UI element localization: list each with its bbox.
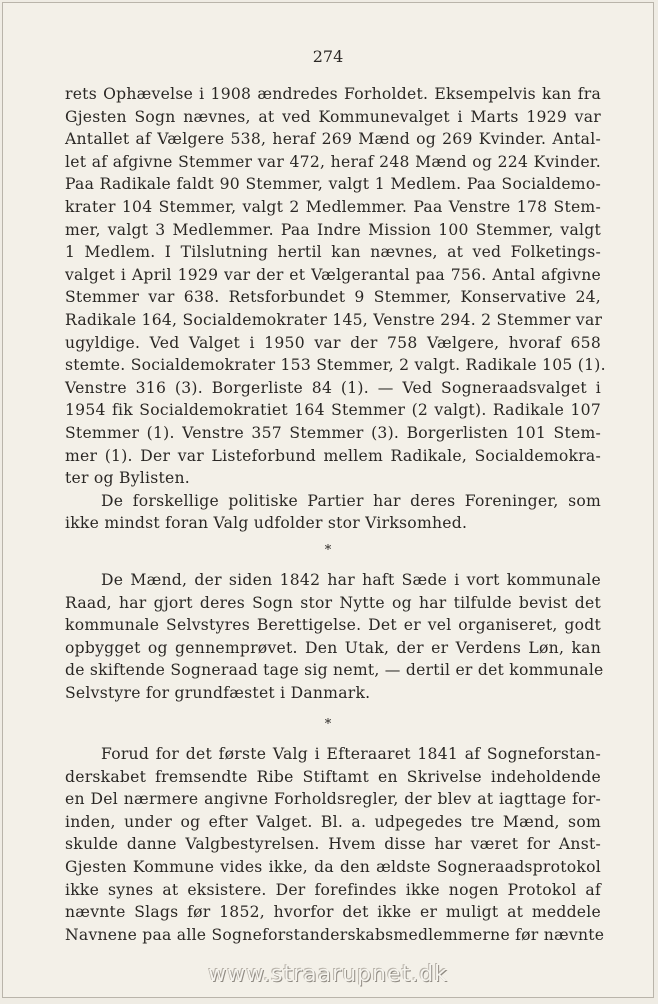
text-line: Selvstyre for grundfæstet i Danmark. <box>65 683 371 702</box>
text-line: Paa Radikale faldt 90 Stemmer, valgt 1 Medlem. Paa Socialdemo- <box>65 175 601 194</box>
section-separator: * <box>324 543 332 558</box>
text-line: krater 104 Stemmer, valgt 2 Medlemmer. Paa Venstre 178 Stem- <box>65 197 601 216</box>
text-line: Gjesten Sogn nævnes, at ved Kommunevalget i Marts 1929 var <box>65 107 601 126</box>
text-line: nævnte Slags før 1852, hvorfor det ikke er muligt at meddele <box>65 903 601 922</box>
text-line: Radikale 164, Socialdemokrater 145, Venstre 294. 2 Stemmer var <box>65 310 603 329</box>
text-line: Gjesten Kommune vides ikke, da den ældste Sogneraadsprotokol <box>65 857 601 876</box>
book-page <box>2 2 654 998</box>
text-line: Navnene paa alle Sogneforstanderskabsmedlemmerne før nævnte <box>65 925 605 944</box>
text-line: ikke synes at eksistere. Der forefindes ikke nogen Protokol af <box>65 880 601 899</box>
text-line: De forskellige politiske Partier har deres Foreninger, som <box>101 491 601 510</box>
text-line: de skiftende Sogneraad tage sig nemt, — dertil er det kommunale <box>65 661 604 680</box>
text-line: mer (1). Der var Listeforbund mellem Radikale, Socialdemokra- <box>65 446 601 465</box>
text-line: De Mænd, der siden 1842 har haft Sæde i vort kommunale <box>101 571 601 589</box>
text-line: 1 Medlem. I Tilslutning hertil kan nævnes, at ved Folketings- <box>65 243 601 262</box>
section-separator: * <box>324 717 332 732</box>
text-line: rets Ophævelse i 1908 ændredes Forholdet. Eksempelvis kan fra <box>65 85 601 103</box>
text-line: Stemmer var 638. Retsforbundet 9 Stemmer, Konservative 24, <box>65 288 601 307</box>
text-line: skulde danne Valgbestyrelsen. Hvem disse har været for Anst- <box>65 835 601 854</box>
text-line: Venstre 316 (3). Borgerliste 84 (1). — Ved Sogneraadsvalget i <box>65 378 601 397</box>
text-line: Antallet af Vælgere 538, heraf 269 Mænd og 269 Kvinder. Antal- <box>65 130 601 149</box>
paragraph-first-election <box>65 743 605 946</box>
site-watermark: www.straarupnet.dk <box>208 962 448 987</box>
text-line: en Del nærmere angivne Forholdsregler, der blev at iagttage for- <box>65 790 601 809</box>
text-line: Forud for det første Valg i Efteraaret 1841 af Sogneforstan- <box>101 745 601 763</box>
paragraph-council-men <box>65 569 604 705</box>
paragraph-election-results <box>65 83 606 535</box>
text-line: valget i April 1929 var der et Vælgerantal paa 756. Antal afgivne <box>65 265 601 284</box>
text-line: opbygget og gennemprøvet. Den Utak, der er Verdens Løn, kan <box>65 638 601 657</box>
text-line: Raad, har gjort deres Sogn stor Nytte og har tilfulde bevist det <box>65 593 601 612</box>
text-line: stemte. Socialdemokrater 153 Stemmer, 2 valgt. Radikale 105 (1). <box>65 356 606 375</box>
text-line: let af afgivne Stemmer var 472, heraf 248 Mænd og 224 Kvinder. <box>65 152 601 171</box>
text-line: Stemmer (1). Venstre 357 Stemmer (3). Borgerlisten 101 Stem- <box>65 423 601 442</box>
text-line: inden, under og efter Valget. Bl. a. udpegedes tre Mænd, som <box>65 812 601 831</box>
text-line: mer, valgt 3 Medlemmer. Paa Indre Mission 100 Stemmer, valgt <box>65 220 601 239</box>
text-line: 1954 fik Socialdemokratiet 164 Stemmer (2 valgt). Radikale 107 <box>65 401 601 420</box>
text-line: derskabet fremsendte Ribe Stiftamt en Skrivelse indeholdende <box>65 767 601 786</box>
text-line: ter og Bylisten. <box>65 469 190 488</box>
page-number: 274 <box>312 47 344 66</box>
text-line: ugyldige. Ved Valget i 1950 var der 758 Vælgere, hvoraf 658 <box>65 333 601 352</box>
text-line: kommunale Selvstyres Berettigelse. Det er vel organiseret, godt <box>65 616 601 635</box>
text-line: ikke mindst foran Valg udfolder stor Virksomhed. <box>65 514 468 533</box>
